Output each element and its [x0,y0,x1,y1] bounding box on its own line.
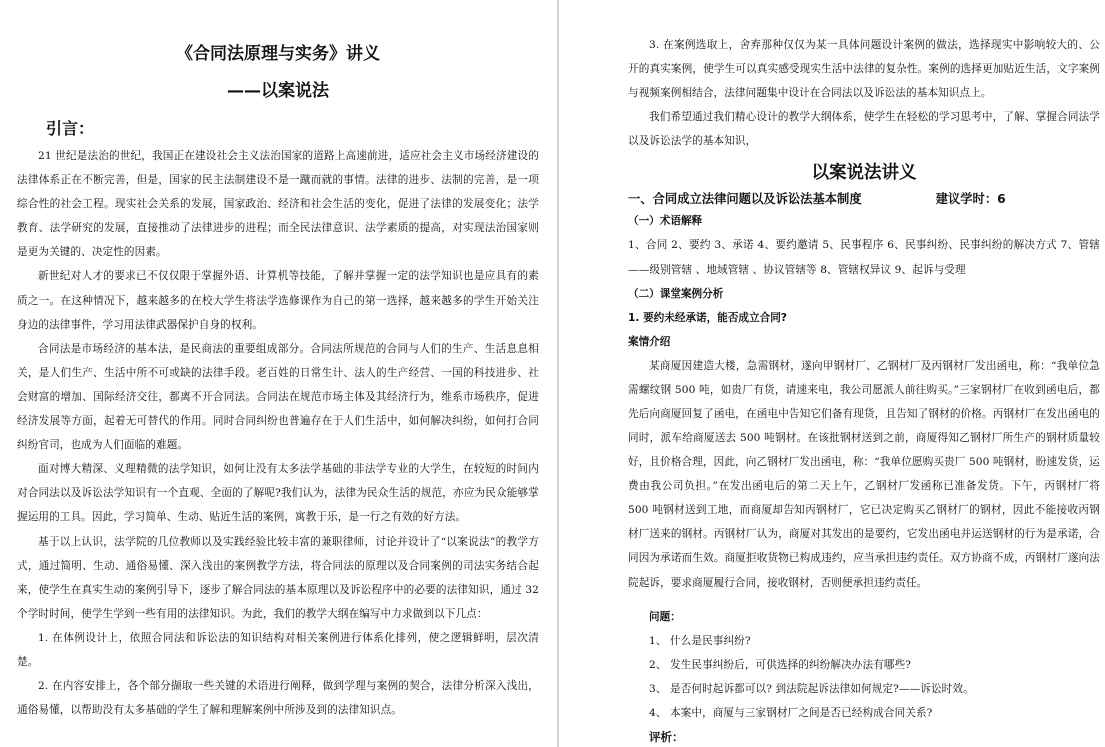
document-subtitle: ——以案说法 [227,81,329,101]
intro-body [17,144,539,722]
paragraph: 3. 在案例选取上，舍弃那种仅仅为某一具体问题设计案例的做法，选择现实中影响较大的、公开的真实案例，使学生可以真实感受现实生活中法律的复杂性。案例的选择更加贴近生活，文字案例与视频案例相结合，法律问题集中设计在合同法以及诉讼法的基本知识点上。 [628,39,1100,100]
paragraph: 我们希望通过我们精心设计的教学大纲体系，使学生在轻松的学习思考中，了解、掌握合同法学以及诉讼法学的基本知识， [628,111,1100,148]
paragraph: 基于以上认识，法学院的几位教师以及实践经验比较丰富的兼职律师，讨论并设计了“以案说法”的教学方式，通过简明、生动、通俗易懂、深入浅出的案例教学方法，将合同法的原理以及合同案例的司法实务结合起来，使学生在真实生动的案例引导下，逐步了解合同法的基本原理以及诉讼程序中的必要的法律知识，通过 32 个学时时间，使学生学到一些有用的法律知识。为此，我们的教学大纲在编写中力求做到以下几点： [17,535,539,620]
section-heading [628,189,1100,207]
question-item: 1、 什么是民事纠纷? [649,634,751,647]
intro-heading: 引言： [46,119,95,138]
subsection-title: （二）课堂案例分析 [628,287,724,300]
paragraph: 2. 在内容安排上，各个部分撷取一些关键的术语进行阐释，做到学理与案例的契合，法律分析深入浅出，通俗易懂，以帮助没有太多基础的学生了解和理解案例中所涉及到的法律知识点。 [17,680,539,717]
paragraph: 面对博大精深、义理精微的法学知识，如何让没有太多法学基础的非法学专业的大学生，在较短的时间内对合同法以及诉讼法学知识有一个直观、全面的了解呢?我们认为，法律为民众生活的规范，亦应为民众能够掌握运用的工具。因此，学习简单、生动、贴近生活的案例，寓教于乐，是一行之有效的好方法。 [17,463,539,524]
paragraph: 新世纪对人才的要求已不仅仅限于掌握外语、计算机等技能，了解并掌握一定的法学知识也是应具有的素质之一。在这种情况下，越来越多的在校大学生将法学选修课作为自己的第一选择，越来越多的学生开始关注身边的法律事件，学习用法律武器保护自身的权利。 [17,270,539,331]
section-hours: 建议学时：6 [935,192,1006,207]
terms-list: 1、合同 2、要约 3、承诺 4、要约邀请 5、民事程序 6、民事纠纷、民事纠纷的解决方式 7、管辖——级别管辖 、地域管辖 、协议管辖等 8、管辖权异议 9、起诉与受理 [628,239,1100,276]
paragraph: 1. 在体例设计上，依照合同法和诉讼法的知识结构对相关案例进行体系化排列，使之逻辑鲜明，层次清楚。 [17,631,539,668]
comment-label: 评析： [649,729,684,744]
right-page [561,0,1105,747]
question-item: 3、 是否何时起诉都可以? 到法院起诉法律如何规定?——诉讼时效。 [649,682,974,695]
case-text: 某商厦因建造大楼，急需钢材，遂向甲钢材厂、乙钢材厂及丙钢材厂发出函电，称：“我单位急需螺纹钢 500 吨，如贵厂有货，请速来电，我公司愿派人前往购买。”三家钢材厂在收到函电后，都先后向商厦回复了函电，在函电中告知它们备有现货，且告知了钢材的价格。丙钢材厂在发出函电的同时，派车给商厦送去 500 吨钢材。在该批钢材送到之前，商厦得知乙钢材厂所生产的钢材质量较好，且价格合理，因此，向乙钢材厂发出函电，称：“我单位愿购买贵厂 500 吨钢材，盼速发货，运费由我公司负担。”在发出函电后的第二天上午，乙钢材厂发函称已准备发货。下午，丙钢材厂将 500 吨钢材送到工地，而商厦却告知丙钢材厂，它已决定购买乙钢材厂的钢材，因此不能接收丙钢材厂送来的钢材。丙钢材厂认为，商厦对其发出的是要约，它发出函电并运送钢材的行为是承诺，合同因为承诺而生效。商厦拒收货物已构成违约，应当承担违约责任。双方协商不成，丙钢材厂遂向法院起诉，要求商厦履行合同，接收钢材，否则便承担违约责任。 [628,359,1100,589]
section-title: 一、合同成立法律问题以及诉讼法基本制度 [628,192,862,207]
page-divider [557,0,559,747]
case-intro-label: 案情介绍 [628,335,671,348]
lecture-title: 以案说法讲义 [811,163,917,184]
intro-continued [628,33,1100,153]
case-title: 1. 要约未经承诺，能否成立合同? [628,311,787,324]
subsection-title: （一）术语解释 [628,215,703,228]
questions-label: 问题： [649,610,681,623]
question-item: 4、 本案中，商厦与三家钢材厂之间是否已经构成合同关系? [649,706,933,719]
document-title: 《合同法原理与实务》讲义 [176,44,380,64]
question-item: 2、 发生民事纠纷后，可供选择的纠纷解决办法有哪些? [649,658,912,671]
paragraph: 合同法是市场经济的基本法，是民商法的重要组成部分。合同法所规范的合同与人们的生产、生活息息相关，是人们生产、生活中所不可或缺的法律手段。老百姓的日常生计、法人的生产经营、一国的科技进步、社会财富的增加、国际经济交往，都离不开合同法。合同法在规范市场主体及其经济行为，维系市场秩序，促进经济发展等方面，起着无可替代的作用。同时合同纠纷也普遍存在于人们生活中，如何解决纠纷，如何打合同纠纷官司，也成为人们面临的难题。 [17,342,539,452]
paragraph: 21 世纪是法治的世纪，我国正在建设社会主义法治国家的道路上高速前进，适应社会主义市场经济建设的法律体系正在不断完善，但是，国家的民主法制建设不是一蹴而就的事情。法律的进步、法制的完善，是一项综合性的社会工程。现实社会关系的发展，国家政治、经济和社会生活的变化，促进了法律的发展变化；法学教育、法学研究的发展，直接推动了法律进步的进程；而全民法律意识、法学素质的提高，对实现法治国家则是更为关键的、决定性的因素。 [17,150,539,259]
